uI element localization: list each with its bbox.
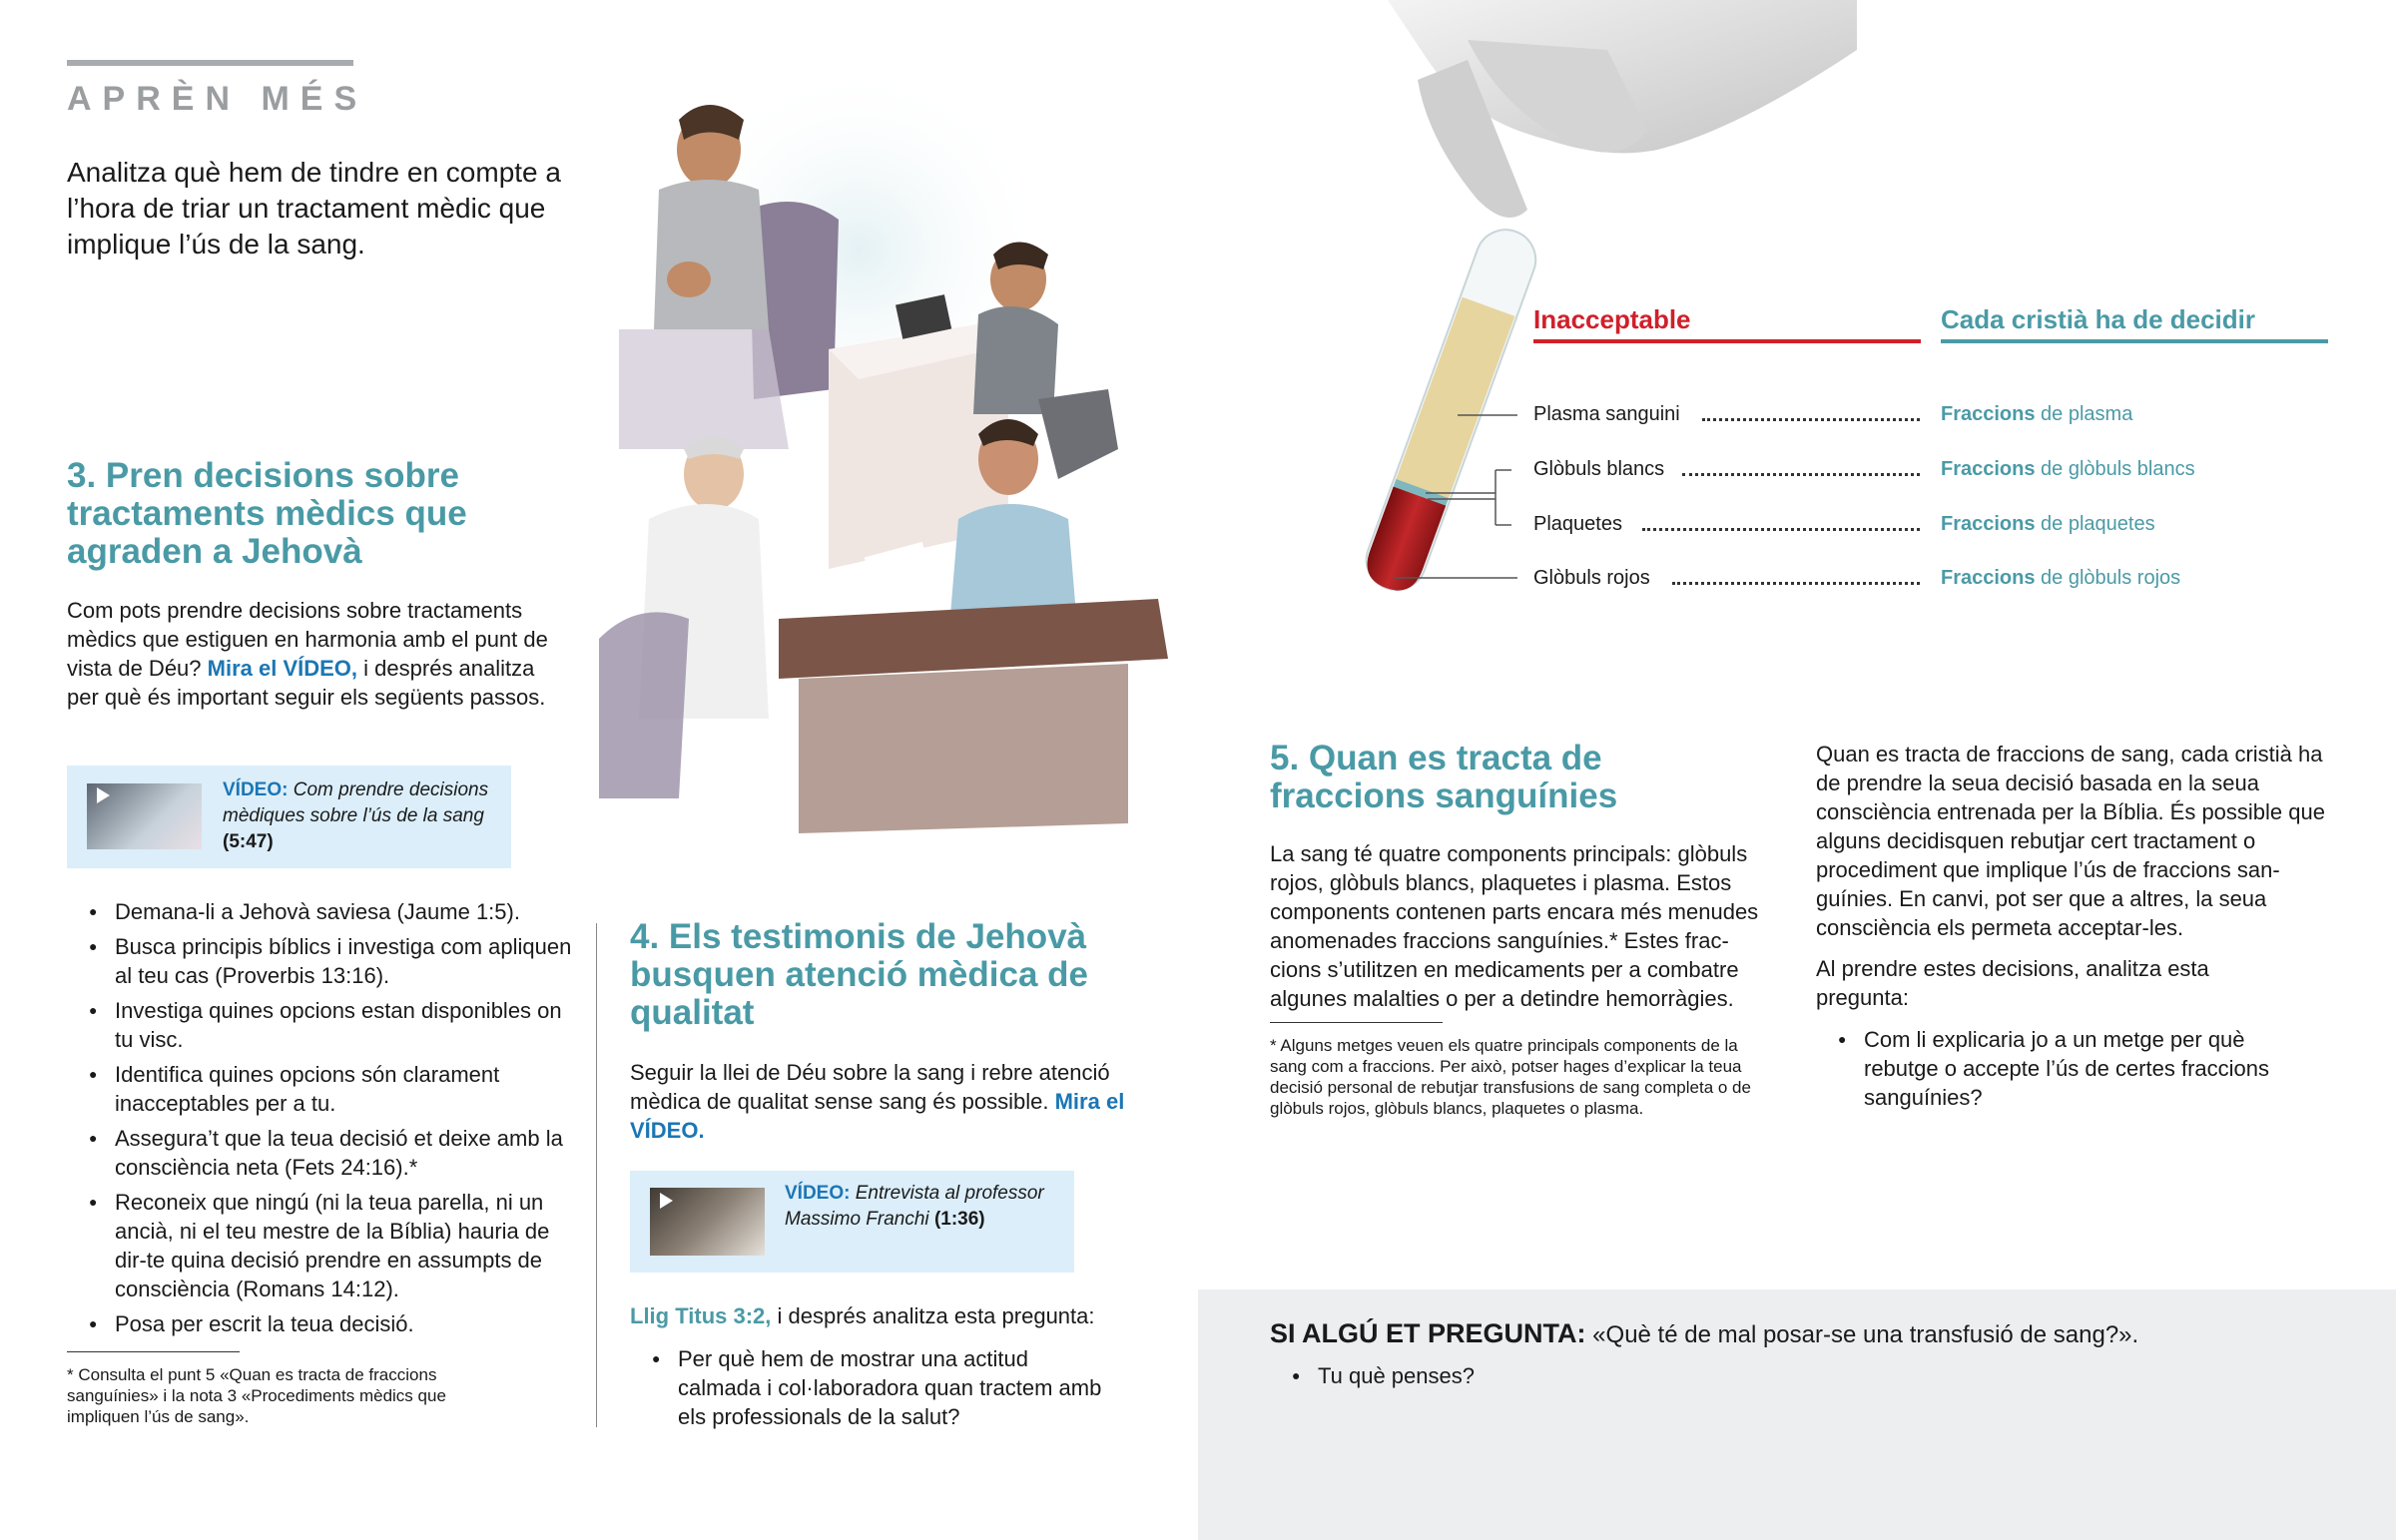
fraction-rest: de glòbuls blancs xyxy=(2041,458,2195,480)
fraction-word: Fraccions xyxy=(1941,513,2036,535)
section5-body: La sang té quatre components principals: glòbuls rojos, glòbuls blancs, plaquetes i plasma. Estos components contenen parts encara més menudes anomenades fraccions sanguínies.* Estes fraccions s’utilitzen en medicaments per a combatre algunes malalties o per a detindre hemorràgies. xyxy=(1270,841,1759,1011)
play-icon[interactable] xyxy=(97,787,110,803)
fraction-plasma xyxy=(1941,401,2132,427)
video-label: VÍDEO: xyxy=(223,779,289,800)
list-item: ● Assegura’t que la teua decisió et deixe amb la consciència neta (Fets 24:16).* xyxy=(67,1124,576,1182)
fraction-platelets xyxy=(1941,511,2155,537)
row-leader xyxy=(1672,582,1920,585)
component-plasma: Plasma sanguini xyxy=(1533,403,1680,425)
fraction-word: Fraccions xyxy=(1941,567,2036,589)
col-rule-decide xyxy=(1941,339,2328,343)
intro-text: Analitza què hem de tindre en compte a l’hora de triar un tractament mèdic que implique l’ús de la sang. xyxy=(67,157,561,259)
read-scripture-line xyxy=(630,1301,1149,1330)
list-item: ● Posa per escrit la teua decisió. xyxy=(67,1309,576,1338)
fraction-red-cells xyxy=(1941,565,2180,591)
row-leader xyxy=(1682,473,1920,476)
section3-title: 3. Pren decisions sobre tractaments mèdics que agraden a Jehovà xyxy=(67,456,467,571)
fraction-rest: de plaquetes xyxy=(2041,513,2155,535)
video-duration: (5:47) xyxy=(223,831,274,852)
video-label: VÍDEO: xyxy=(785,1183,851,1204)
col-header-decide: Cada cristià ha de decidir xyxy=(1941,304,2256,334)
list-item: ● Investiga quines opcions estan disponibles on tu visc. xyxy=(67,996,576,1054)
fraction-word: Fraccions xyxy=(1941,458,2036,480)
if-asked-box xyxy=(1198,1289,2396,1540)
component-white-cells: Glòbuls blancs xyxy=(1533,458,1665,480)
fraction-rest: de glòbuls rojos xyxy=(2041,567,2181,589)
read-after-text: i després analitza esta pregunta: xyxy=(777,1303,1095,1328)
fraction-word: Fraccions xyxy=(1941,403,2036,425)
section5-question-list xyxy=(1816,1025,2315,1118)
if-asked-label: SI ALGÚ ET PREGUNTA: xyxy=(1270,1318,1586,1348)
list-item: ● Tu què penses? xyxy=(1270,1361,1869,1390)
if-asked-list xyxy=(1270,1361,1869,1396)
video-card-blood-decisions[interactable] xyxy=(67,766,511,868)
section3-body-before: Com pots prendre decisions sobre tractaments mèdics que estiguen en harmonia amb el punt de vista de Déu? xyxy=(67,598,548,681)
footnote-rule xyxy=(1270,1022,1443,1023)
video-caption xyxy=(223,777,492,855)
fraction-white-cells xyxy=(1941,456,2195,482)
section4-question-list xyxy=(630,1344,1109,1437)
if-asked-line xyxy=(1270,1317,2368,1351)
video-duration: (1:36) xyxy=(933,1209,985,1230)
column-divider xyxy=(596,923,597,1427)
row-leader xyxy=(1642,528,1920,531)
row-leader xyxy=(1702,418,1920,421)
section4-body xyxy=(630,1058,1139,1145)
section4-title: 4. Els testimonis de Jehovà busquen atenció mèdica de qualitat xyxy=(630,917,1088,1032)
section3-body-after: i després analitza per què és important seguir els següents passos. xyxy=(67,656,546,710)
play-icon[interactable] xyxy=(660,1193,673,1209)
section5-col2-p2: Al prendre estes decisions, analitza esta pregunta: xyxy=(1816,956,2209,1010)
header-rule xyxy=(67,60,353,66)
section5-col2-p1: Quan es tracta de fraccions de sang, cada cristià ha de prendre la seua decisió basada en la seua consciència entrenada per la Bíblia. És possible que alguns decidisquen rebutjar cert tractament o procediment que implique l’ús de fraccions sanguínies. En canvi, pot ser que a altres, la seua consciència els permeta acceptar-les. xyxy=(1816,742,2325,940)
consultation-illustration xyxy=(599,80,1178,838)
list-item: ● Reconeix que ningú (ni la teua parella, ni un ancià, ni el teu mestre de la Bíblia) hauria de dir-te quina decisió prendre en assumpts de consciència (Romans 14:12). xyxy=(67,1188,576,1303)
if-asked-question: «Què té de mal posar-se una transfusió de sang?». xyxy=(1592,1321,2139,1348)
section3-steps-list xyxy=(67,897,576,1344)
scripture-link[interactable]: Llig Titus 3:2, xyxy=(630,1303,772,1328)
section3-footnote: * Consulta el punt 5 «Quan es tracta de fraccions sanguínies» i la nota 3 «Procediments mèdics que impliquen l’ús de sang». xyxy=(67,1365,446,1426)
list-item: ● Identifica quines opcions són clarament inacceptables per a tu. xyxy=(67,1060,576,1118)
video-card-franchi-interview[interactable] xyxy=(630,1171,1074,1273)
section5-title: 5. Quan es tracta de fraccions sanguínies xyxy=(1270,739,1618,815)
section5-footnote: * Alguns metges veuen els quatre principals components de la sang com a fraccions. Per això, potser hages d’explicar la teua decisió personal de rebutjar transfusions de sang completa o de glòbuls rojos, glòbuls blancs, plaquetes o plasma. xyxy=(1270,1036,1751,1118)
video-title: Entrevista al professor Massimo Franchi xyxy=(785,1183,1044,1230)
component-platelets: Plaquetes xyxy=(1533,513,1622,535)
video-caption xyxy=(785,1181,1064,1233)
fraction-rest: de plasma xyxy=(2041,403,2133,425)
section4-body-text: Seguir la llei de Déu sobre la sang i rebre atenció mèdica de qualitat sense sang és possible. xyxy=(630,1060,1110,1114)
list-item: ● Com li explicaria jo a un metge per què rebutge o accepte l’ús de certes fraccions sanguínies? xyxy=(1816,1025,2315,1112)
watch-video-link[interactable]: Mira el VÍDEO. xyxy=(630,1089,1125,1143)
list-item: ● Per què hem de mostrar una actitud calmada i col·laboradora quan tractem amb els professionals de la salut? xyxy=(630,1344,1109,1431)
footnote-rule xyxy=(67,1351,240,1352)
col-header-unacceptable: Inacceptable xyxy=(1533,304,1691,334)
list-item: ● Busca principis bíblics i investiga com apliquen al teu cas (Proverbis 13:16). xyxy=(67,932,576,990)
section3-body xyxy=(67,596,566,712)
video-title: Com prendre decisions mèdiques sobre l’ús de la sang xyxy=(223,779,489,826)
col-rule-unacceptable xyxy=(1533,339,1921,343)
component-red-cells: Glòbuls rojos xyxy=(1533,567,1650,589)
list-item: ● Demana-li a Jehovà saviesa (Jaume 1:5). xyxy=(67,897,576,926)
learn-more-heading: APRÈN MÉS xyxy=(67,80,368,118)
watch-video-link[interactable]: Mira el VÍDEO, xyxy=(207,656,358,681)
